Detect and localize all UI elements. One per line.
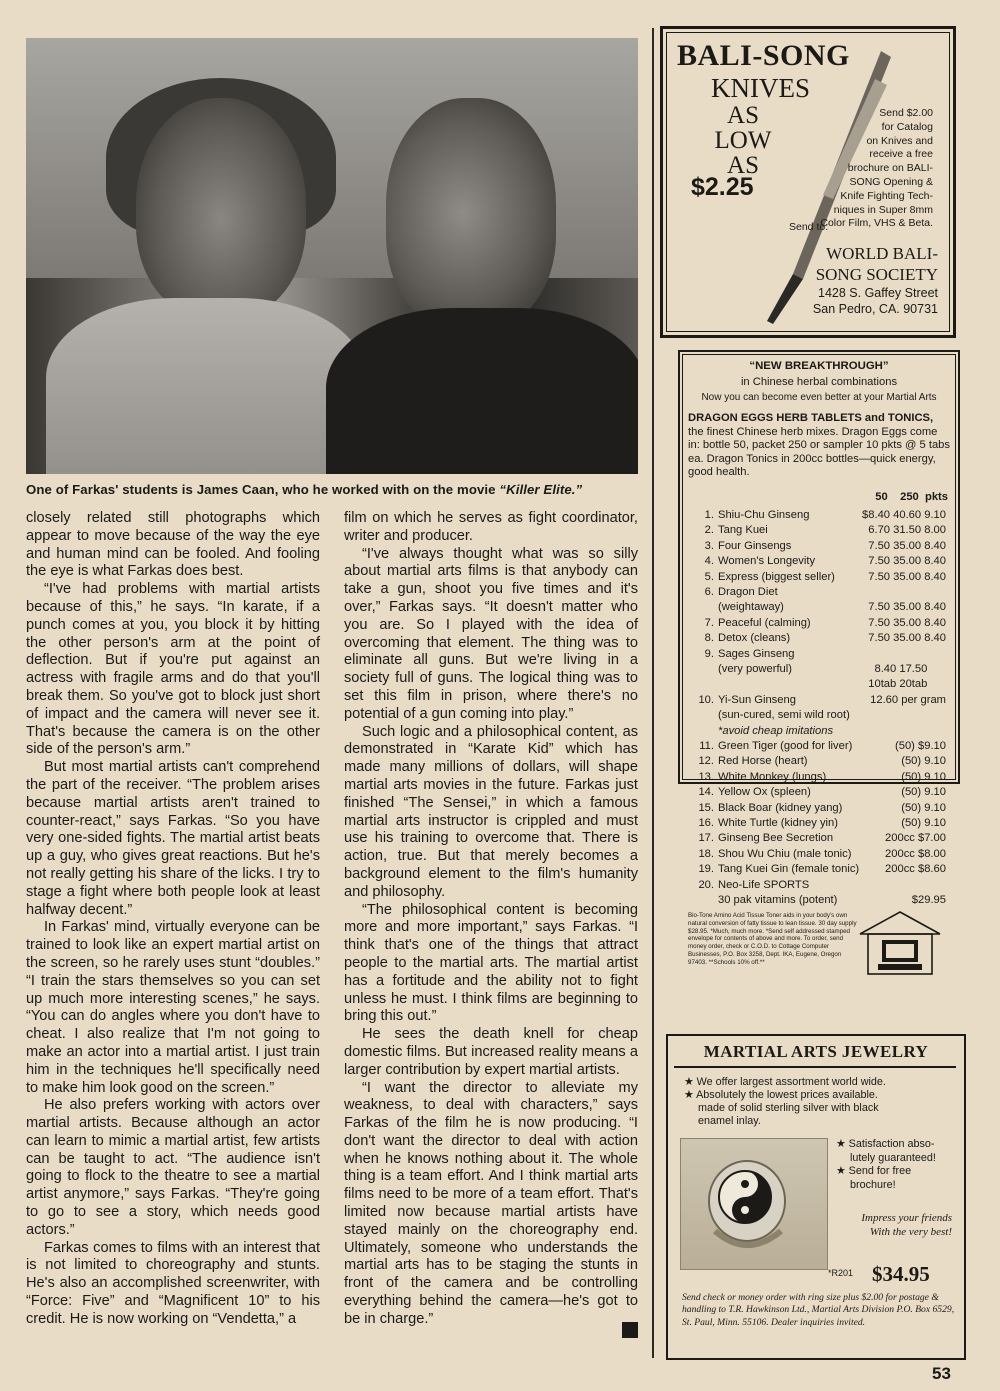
herb-item-number: 2. [704, 524, 714, 537]
herb-item-name: (weightaway) [718, 601, 784, 614]
computer-house-icon [858, 910, 942, 976]
herb-item-name: White Monkey (lungs) [718, 770, 827, 783]
herb-item-name: Four Ginsengs [718, 539, 792, 552]
caption-film-title: “Killer Elite.” [499, 482, 583, 497]
ad-martial-arts-jewelry [666, 1034, 966, 1360]
herb-item-number: 3. [704, 539, 714, 552]
herb-item-prices: 7.50 35.00 8.40 [868, 570, 946, 583]
herb-item-name: Peaceful (calming) [718, 616, 811, 629]
herb-item [692, 770, 948, 784]
catalog-line: niques in Super 8mm [833, 203, 933, 216]
herb-item-name: Tang Kuei Gin (female tonic) [718, 863, 860, 876]
product-number: *R201 [828, 1268, 854, 1278]
herb-item-prices: 7.50 35.00 8.40 [868, 539, 946, 552]
catalog-line: for Catalog [881, 120, 933, 133]
ad-subline: Now you can become even better at your Martial Arts [701, 392, 937, 403]
ad-price: $34.95 [872, 1262, 930, 1286]
article-photo [26, 38, 638, 474]
herb-item-name: Detox (cleans) [718, 632, 791, 645]
herb-item [692, 647, 948, 661]
herb-item-number: 8. [704, 632, 714, 645]
herb-item-prices: (50) 9.10 [901, 755, 946, 768]
ad-intro [688, 412, 950, 480]
ad-order-info: Send check or money order with ring size plus $2.00 for postage & handling to T.R. Hawkinson Ltd., Martial Arts Division P.O. Box 6529, St. Paul, Minn. 55106. Dealer inquiries invited. [682, 1292, 955, 1328]
ad-fine-print: Bio-Tone Amino Acid Tissue Toner aids in your body's own natural conversion of fatty tissue to lean tissue. 30 day supply $28.95. *Much, much more. *Send self addressed stamped envelope for contents of above and more. To order, send money order, check or C.O.D. to Cottage Computer Businesses, P.O. Box 3258, Dept. IKA, Eugene, Oregon 97403. **Schools 10% off.** [688, 912, 857, 966]
herb-item [692, 523, 948, 537]
herb-item-prices: (50) 9.10 [901, 786, 946, 799]
ad-bullets [684, 1076, 954, 1128]
herb-item-number: 15. [698, 801, 714, 814]
paragraph: film on which he serves as fight coordinator, writer and producer. [344, 510, 638, 544]
photo-caption [26, 482, 638, 497]
herb-item-name: White Turtle (kidney yin) [718, 817, 838, 829]
herb-item-name: Express (biggest seller) [718, 570, 835, 583]
bullet: ★ Satisfaction abso- [836, 1138, 935, 1150]
herb-item [692, 539, 948, 553]
herb-item [692, 816, 948, 830]
herb-item-prices: 7.50 35.00 8.40 [868, 632, 946, 645]
herb-item-number: 4. [704, 555, 714, 568]
herb-item-name: Tang Kuei [718, 524, 768, 537]
herb-item [692, 631, 948, 645]
herb-item-prices: 10tab 20tab [868, 678, 946, 691]
herb-item-number: 5. [704, 570, 714, 583]
herb-item-number: 9. [704, 647, 714, 660]
ad-price: $2.25 [691, 173, 754, 201]
herb-item-name: (sun-cured, semi wild root) [718, 709, 850, 722]
page-number: 53 [932, 1364, 951, 1383]
ad-society [783, 243, 938, 285]
article-column-2 [344, 510, 638, 1329]
catalog-line: on Knives and [866, 134, 933, 147]
paragraph: Farkas comes to films with an interest that is not limited to choreography and stunts. He's also an accomplished screenwriter, with “Force: Five” and “Magnificent 10” to his credit. He is now working on “Vendetta,” a [26, 1239, 320, 1327]
catalog-line: brochure on BALI- [847, 162, 933, 175]
herb-item-number: 18. [698, 847, 714, 860]
herb-item [692, 831, 948, 845]
ad-as-low-as [713, 103, 773, 178]
herb-item-number: 16. [698, 817, 714, 829]
herb-item [692, 739, 948, 753]
herb-item [692, 785, 948, 799]
price-columns-header: 50 250 pkts [875, 491, 948, 503]
herb-item-number: 1. [704, 509, 714, 521]
catalog-line: Color Film, VHS & Beta. [820, 217, 933, 230]
society-line: WORLD BALI- [826, 244, 938, 263]
paragraph: “I want the director to alleviate my weakness, to deal with characters,” says Farkas of the film he is now producing. “I don't want the director to deal with action when he knows nothing about it. The whole thing is a team effort. And I think martial arts films need to be more of a team effort. That's limited now because martial artists have stayed mainly on the choreography end. Ultimately, someone who understands the martial arts has to be staging the stunts in front of the camera and be controlling everything behind the camera—he's got to be in charge.” [344, 1079, 638, 1327]
herb-item-name: Yi-Sun Ginseng [718, 693, 796, 706]
herb-item [692, 616, 948, 630]
herb-item-number: 17. [698, 832, 714, 845]
herb-item-name: Neo-Life SPORTS [718, 878, 810, 891]
ring-photo [680, 1138, 828, 1270]
herb-item-prices: 200cc $8.60 [885, 863, 946, 876]
yin-yang-ring-icon [681, 1139, 827, 1269]
ad-impress [836, 1212, 952, 1239]
herb-item-prices: 7.50 35.00 8.40 [868, 555, 946, 568]
herb-item-name: Black Boar (kidney yang) [718, 801, 843, 814]
ad-subline: in Chinese herbal combinations [740, 376, 898, 388]
ad-headline: “NEW BREAKTHROUGH” [749, 360, 889, 372]
paragraph: “I've had problems with martial artists because of this,” he says. “In karate, if a punch comes at you, you block it by hitting the other person's arm at the point of deflection. But if you're put against an actress with fragile arms and do that you'll break them. So you've got to block just short of impact and the camera will never see it. That's because the camera is on the other side of the person's arm.” [26, 581, 320, 758]
herb-item [692, 847, 948, 861]
herb-item-name: (very powerful) [718, 663, 792, 675]
herb-item-name: Ginseng Bee Secretion [718, 832, 834, 845]
bullet: made of solid sterling silver with black [698, 1102, 879, 1114]
society-line: SONG SOCIETY [815, 265, 938, 284]
herb-item-number: 20. [698, 878, 714, 891]
herb-item-number: 6. [704, 586, 714, 598]
herb-item [692, 801, 948, 815]
ad-send-to: Send to: [789, 221, 829, 233]
bullet: enamel inlay. [698, 1115, 761, 1127]
impress-line: With the very best! [869, 1225, 952, 1238]
herb-item-prices: (50) 9.10 [901, 801, 946, 814]
herb-item-prices: 7.50 35.00 8.40 [868, 601, 946, 614]
paragraph: He sees the death knell for cheap domestic films. But increased reality means a larger contribution by expert martial artists. [344, 1026, 638, 1078]
paragraph: closely related still photographs which appear to move because of the way the eye and human mind can be fooled. And fooling the eye is what Farkas does best. [26, 510, 320, 580]
catalog-line: Knife Fighting Tech- [840, 189, 933, 202]
herb-item [692, 708, 948, 722]
paragraph: In Farkas' mind, virtually everyone can be trained to look like an expert martial artist on the screen, so he rarely uses stunt “doubles.” “I train the stars themselves so you can set up much more interesting scenes,” he says. “You can do angles where you don't have to cheat. I also realize that I'm not going to make an actor into a martial artist. I just train him in the techniques he'll specifically need to make him look good on the screen.” [26, 919, 320, 1096]
divider [674, 1066, 956, 1068]
address-line: 1428 S. Gaffey Street [818, 286, 938, 300]
ad-guarantee [836, 1138, 956, 1192]
ad-balisong [660, 26, 956, 338]
impress-line: Impress your friends [861, 1212, 952, 1224]
paragraph: “I've always thought what was so silly about martial arts films is that anybody can take a gun, shoot you five times and it's over,” Farkas says. “It doesn't matter who you are. So I played with the idea of overcoming that element. The thing was to eliminate all guns. But we're living in a society full of guns. The logical thing was to set this film in prison, where there's no potential of a gun coming into play.” [344, 545, 638, 722]
herb-item-prices: 12.60 per gram [870, 693, 946, 706]
ad-word: LOW [714, 127, 772, 154]
ad-product-name: DRAGON EGGS HERB TABLETS and TONICS, [688, 412, 934, 424]
herb-item [692, 862, 948, 876]
herb-item-number: 19. [698, 863, 714, 876]
herb-item-name: Dragon Diet [718, 586, 778, 598]
herb-item-name: 30 pak vitamins (potent) [718, 894, 838, 906]
bullet: lutely guaranteed! [850, 1151, 936, 1164]
herb-item-name: Red Horse (heart) [718, 755, 808, 768]
bullet: ★ We offer largest assortment world wide. [684, 1076, 886, 1088]
herb-item [692, 508, 948, 522]
bullet: brochure! [850, 1178, 896, 1191]
herb-item [692, 600, 948, 614]
herb-item [692, 554, 948, 568]
herb-item-name: Yellow Ox (spleen) [718, 786, 811, 799]
herb-item [692, 754, 948, 768]
herb-item [692, 724, 948, 738]
herb-item-name: Green Tiger (good for liver) [718, 740, 853, 752]
catalog-line: SONG Opening & [849, 175, 933, 188]
herb-item-prices: (50) 9.10 [901, 817, 946, 829]
herb-item-name: Women's Longevity [718, 555, 816, 568]
ad-title: BALI-SONG [677, 39, 850, 72]
ad-dragon-eggs [678, 350, 960, 966]
herb-item [692, 570, 948, 584]
ad-address [783, 285, 938, 317]
bullet: ★ Send for free [836, 1165, 912, 1177]
herb-item-name: Sages Ginseng [718, 647, 795, 660]
herb-item-prices: $29.95 [911, 894, 946, 906]
herb-item [692, 693, 948, 707]
column-divider [652, 28, 654, 1358]
herb-item-number: 12. [698, 755, 714, 768]
paragraph: Such logic and a philosophical content, as demonstrated in “Karate Kid” which has made many millions of dollars, will shape martial arts movies in the future. Farkas just finished “The Sensei,” in which a famous martial arts instructor is crippled and must use his training to overcome that. There is action, true. But that merely becomes a background element to the film's humanity and philosophy. [344, 723, 638, 900]
herb-item [692, 893, 948, 907]
herb-item-prices: 7.50 35.00 8.40 [868, 616, 946, 629]
catalog-line: Send $2.00 [879, 107, 933, 119]
herb-item-number: 13. [698, 770, 714, 783]
catalog-line: receive a free [869, 148, 933, 161]
herb-item-prices: 200cc $8.00 [885, 847, 946, 860]
herb-item [692, 677, 948, 691]
herb-item-name: Shou Wu Chiu (male tonic) [718, 847, 852, 860]
herb-item-prices: 8.40 17.50 [874, 663, 946, 675]
herb-item [692, 585, 948, 599]
herb-item-number: 7. [704, 616, 714, 629]
article-column-1 [26, 510, 320, 1329]
bullet: ★ Absolutely the lowest prices available. [684, 1089, 878, 1101]
ad-word: AS [727, 102, 759, 129]
paragraph: But most martial artists can't comprehend the part of the receiver. “The problem arises because martial artists aren't trained to counter-react,” says Farkas. “So you have very one-sided fights. The martial artist beats up a guy, who gives great reactions. But he's not really getting his share of the licks. I try to stage a fight where both people look at least halfway decent.” [26, 759, 320, 918]
ad-title: MARTIAL ARTS JEWELRY [703, 1042, 929, 1061]
herb-item-prices: 200cc $7.00 [885, 832, 946, 845]
paragraph: He also prefers working with actors over martial artists. Because although an actor can learn to mimic a martial artist, few artists can be taught to act. “The audience isn't going to flock to the theatre to see a martial artist anymore,” says Farkas. “They're going to go to see a story, which needs good actors.” [26, 1097, 320, 1238]
herb-item-prices: (50) $9.10 [895, 740, 946, 752]
herb-item-name: Shiu-Chu Ginseng [718, 509, 810, 521]
herb-item [692, 878, 948, 892]
caption-text: One of Farkas' students is James Caan, who he worked with on the movie [26, 482, 500, 497]
herb-item-prices: (50) 9.10 [901, 770, 946, 783]
ad-subtitle: KNIVES [711, 73, 810, 103]
herb-item-number: 11. [699, 740, 714, 752]
address-line: San Pedro, CA. 90731 [812, 302, 938, 316]
ad-catalog-text [813, 107, 933, 231]
herb-item-number: 10. [698, 693, 714, 706]
end-mark-icon [622, 1322, 638, 1338]
ad-word: AS [727, 152, 759, 179]
herb-item-prices: $8.40 40.60 9.10 [862, 509, 946, 521]
paragraph: “The philosophical content is becoming more and more important,” says Farkas. “I think that's one of the things that attract people to the martial arts. The martial artist has a fortitude and the ability not to fight unless he must. I think films are beginning to bring this out.” [344, 901, 638, 1025]
herb-item-name: *avoid cheap imitations [718, 724, 834, 737]
herb-item-number: 14. [698, 786, 714, 799]
herb-item-prices: 6.70 31.50 8.00 [868, 524, 946, 537]
ad-intro-text: the finest Chinese herb mixes. Dragon Eggs come in: bottle 50, packet 250 or sampler 10 pkts @ 5 tabs ea. Dragon Tonics in 200cc bottles—quick energy, good health. [688, 425, 950, 479]
herb-item [692, 662, 948, 676]
